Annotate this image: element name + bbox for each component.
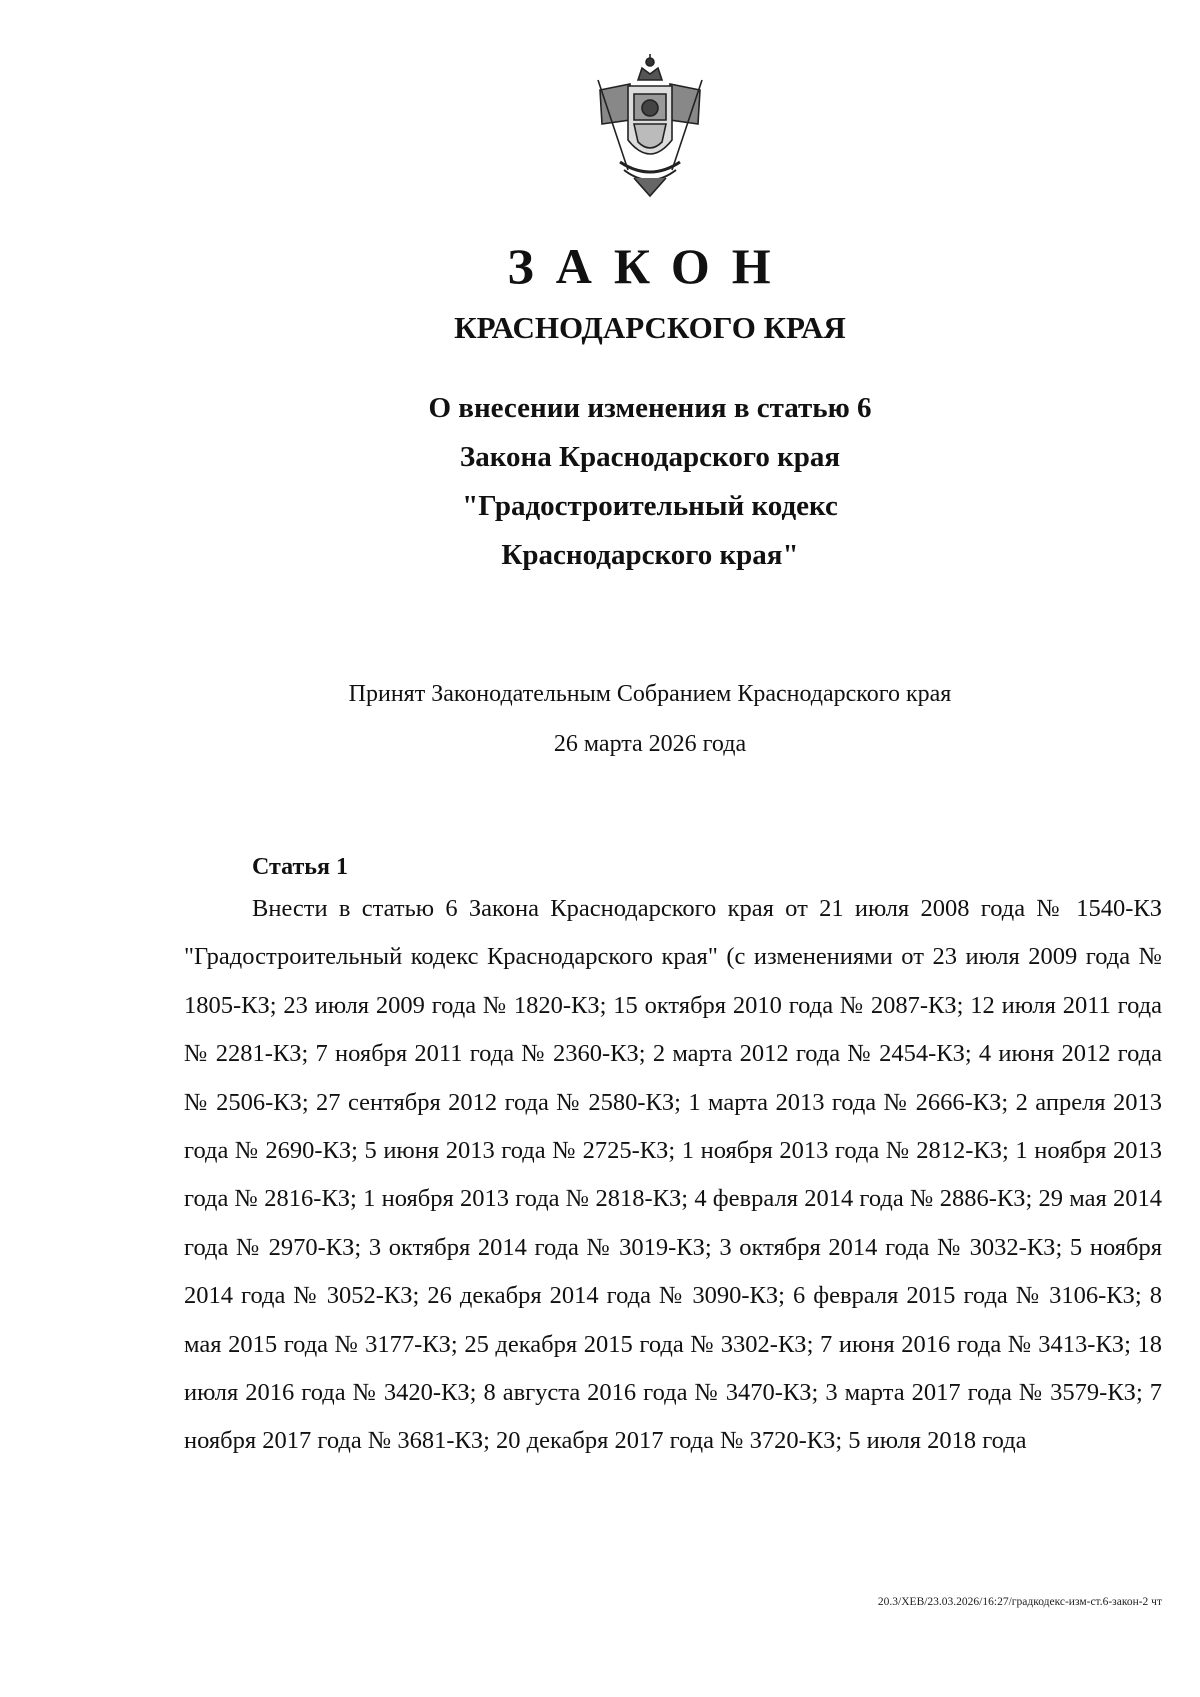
law-name-line-2: Закона Краснодарского края	[459, 441, 841, 473]
document-subtitle: КРАСНОДАРСКОГО КРАЯ	[454, 310, 846, 345]
adoption-date: 26 марта 2026 года	[553, 731, 747, 757]
article-heading: Статья 1	[252, 854, 348, 880]
law-name-line-1: О внесении изменения в статью 6	[428, 392, 872, 424]
law-name-line-3: "Градостроительный кодекс	[462, 490, 838, 522]
coat-of-arms-icon	[590, 50, 710, 200]
document-code-footer: 20.3/ХЕВ/23.03.2026/16:27/градкодекс-изм-ст.6-закон-2 чт	[877, 1596, 1162, 1608]
document-title: ЗАКОН	[507, 238, 793, 294]
article-body-text: Внести в статью 6 Закона Краснодарского края от 21 июля 2008 года № 1540-КЗ "Градостроительный кодекс Краснодарского края" (с изменениями от 23 июля 2009 года № 1805-КЗ; 23 июля 2009 года № 1820-КЗ; 15 октября 2010 года № 2087-КЗ; 12 июля 2011 года № 2281-КЗ; 7 ноября 2011 года № 2360-КЗ; 2 марта 2012 года № 2454-КЗ; 4 июня 2012 года № 2506-КЗ; 27 сентября 2012 года № 2580-КЗ; 1 марта 2013 года № 2666-КЗ; 2 апреля 2013 года № 2690-КЗ; 5 июня 2013 года № 2725-КЗ; 1 ноября 2013 года № 2812-КЗ; 1 ноября 2013 года № 2816-КЗ; 1 ноября 2013 года № 2818-КЗ; 4 февраля 2014 года № 2886-КЗ; 29 мая 2014 года № 2970-КЗ; 3 октября 2014 года № 3019-КЗ; 3 октября 2014 года № 3032-КЗ; 5 ноября 2014 года № 3052-КЗ; 26 декабря 2014 года № 3090-КЗ; 6 февраля 2015 года № 3106-КЗ; 8 мая 2015 года № 3177-КЗ; 25 декабря 2015 года № 3302-КЗ; 7 июня 2016 года № 3413-КЗ; 18 июля 2016 года № 3420-КЗ; 8 августа 2016 года № 3470-КЗ; 3 марта 2017 года № 3579-КЗ; 7 ноября 2017 года № 3681-КЗ; 20 декабря 2017 года № 3720-КЗ; 5 июля 2018 года	[184, 895, 1162, 1455]
adoption-statement: Принят Законодательным Собранием Краснодарского края	[348, 681, 952, 707]
law-name-line-4: Краснодарского края"	[501, 539, 799, 571]
